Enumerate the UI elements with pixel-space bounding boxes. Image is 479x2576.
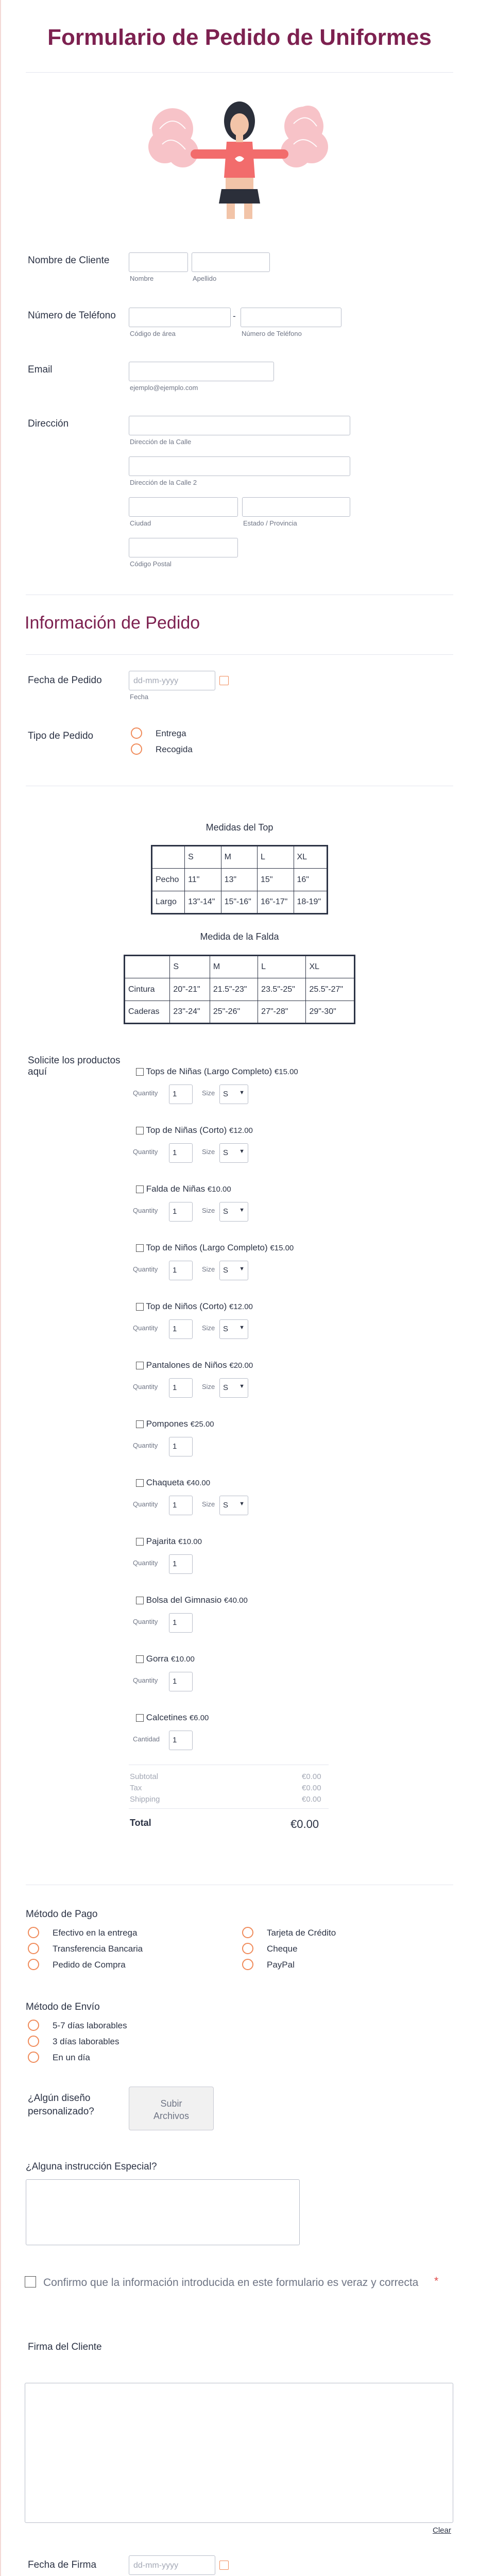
table-cell: 16" (294, 869, 328, 891)
product-item (136, 1595, 248, 1605)
product-item (136, 1301, 253, 1312)
table-cell: Caderas (125, 1001, 170, 1024)
shipping-label: Shipping (130, 1795, 160, 1804)
radio-cash[interactable] (28, 1927, 39, 1938)
quantity-label: Quantity (133, 1148, 158, 1156)
phone-number-sublabel: Número de Teléfono (242, 330, 302, 337)
total-label: Total (130, 1818, 151, 1828)
required-asterisk: * (434, 2275, 439, 2287)
table-cell (125, 956, 170, 978)
top-size-table (151, 845, 328, 914)
order-date-sublabel: Fecha (130, 693, 149, 701)
divider (26, 72, 453, 73)
size-label: Size (202, 1324, 215, 1332)
radio-recogida[interactable] (131, 743, 142, 755)
email-label: Email (28, 364, 53, 375)
product-name: Top de Niñas (Corto) (146, 1125, 227, 1135)
option-5-7-days: 5-7 días laborables (53, 2021, 127, 2030)
table-cell: XL (306, 956, 355, 978)
product-checkbox[interactable] (136, 1655, 144, 1663)
radio-one-day[interactable] (28, 2052, 39, 2063)
product-checkbox[interactable] (136, 1479, 144, 1487)
option-one-day: En un día (53, 2053, 90, 2062)
radio-paypal[interactable] (242, 1959, 253, 1970)
product-item (136, 1713, 209, 1723)
product-checkbox[interactable] (136, 1068, 144, 1076)
table-cell: 23"-24" (170, 1001, 210, 1024)
quantity-input[interactable]: 1 (169, 1554, 193, 1574)
email-input[interactable] (129, 362, 274, 381)
client-name-label: Nombre de Cliente (28, 255, 110, 266)
size-select[interactable] (219, 1319, 248, 1339)
product-checkbox[interactable] (136, 1244, 144, 1252)
street2-sublabel: Dirección de la Calle 2 (130, 479, 197, 486)
quantity-input[interactable]: 1 (169, 1319, 193, 1339)
chevron-down-icon: ▼ (239, 1207, 245, 1213)
size-select[interactable] (219, 1084, 248, 1104)
product-item (136, 1654, 195, 1664)
size-value: S (223, 1501, 229, 1510)
table-cell: 13" (221, 869, 257, 891)
table-cell: 23.5"-25" (258, 978, 306, 1001)
divider (26, 654, 453, 655)
size-label: Size (202, 1148, 215, 1156)
table-cell: 25.5"-27" (306, 978, 355, 1001)
instructions-textarea[interactable] (26, 2179, 300, 2245)
size-select[interactable] (219, 1378, 248, 1398)
product-checkbox[interactable] (136, 1597, 144, 1604)
table-cell: Cintura (125, 978, 170, 1001)
shipping-method-label: Método de Envío (26, 2002, 100, 2012)
zip-sublabel: Código Postal (130, 560, 172, 568)
quantity-label: Quantity (133, 1265, 158, 1273)
last-name-input[interactable] (192, 252, 270, 272)
option-cash: Efectivo en la entrega (53, 1928, 138, 1938)
area-code-input[interactable] (129, 308, 231, 327)
first-name-input[interactable] (129, 252, 188, 272)
table-cell: 20"-21" (170, 978, 210, 1001)
table-cell: L (258, 956, 306, 978)
product-name: Tops de Niñas (Largo Completo) (146, 1066, 272, 1076)
chevron-down-icon: ▼ (239, 1266, 245, 1272)
size-select[interactable] (219, 1496, 248, 1515)
state-input[interactable] (242, 497, 350, 517)
product-name: Pajarita (146, 1536, 176, 1546)
product-price: €10.00 (178, 1537, 202, 1546)
product-checkbox[interactable] (136, 1538, 144, 1546)
tax-value: €0.00 (302, 1784, 321, 1792)
radio-transfer[interactable] (28, 1943, 39, 1954)
calendar-icon[interactable] (219, 2561, 229, 2570)
table-cell: 29"-30" (306, 1001, 355, 1024)
table-cell: 18-19" (294, 891, 328, 914)
radio-purchase-order[interactable] (28, 1959, 39, 1970)
quantity-label: Quantity (133, 1324, 158, 1332)
quantity-input[interactable]: 1 (169, 1437, 193, 1456)
product-checkbox[interactable] (136, 1362, 144, 1369)
table-cell: L (258, 846, 294, 869)
product-price: €12.00 (229, 1302, 253, 1311)
size-label: Size (202, 1207, 215, 1214)
quantity-label: Quantity (133, 1500, 158, 1508)
chevron-down-icon: ▼ (239, 1501, 245, 1507)
table-cell: Largo (152, 891, 185, 914)
confirm-text: Confirmo que la información introducida en este formulario es veraz y correcta (43, 2277, 419, 2289)
product-name: Top de Niños (Largo Completo) (146, 1243, 268, 1252)
table-cell (152, 846, 185, 869)
product-price: €15.00 (270, 1244, 294, 1252)
option-cheque: Cheque (267, 1944, 298, 1954)
size-select[interactable] (219, 1143, 248, 1163)
product-checkbox[interactable] (136, 1714, 144, 1722)
size-label: Size (202, 1383, 215, 1391)
table-cell: 15" (258, 869, 294, 891)
size-select[interactable] (219, 1202, 248, 1222)
cheerleader-illustration (144, 93, 335, 222)
table-cell: XL (294, 846, 328, 869)
product-checkbox[interactable] (136, 1185, 144, 1193)
city-sublabel: Ciudad (130, 519, 151, 527)
option-recogida: Recogida (156, 744, 193, 754)
confirm-checkbox[interactable] (25, 2276, 36, 2287)
option-entrega: Entrega (156, 728, 186, 738)
quantity-label: Quantity (133, 1442, 158, 1449)
skirt-size-table (124, 955, 355, 1024)
phone-dash: - (233, 311, 236, 321)
table-cell: M (210, 956, 258, 978)
size-value: S (223, 1207, 229, 1216)
product-checkbox[interactable] (136, 1420, 144, 1428)
table-cell: S (170, 956, 210, 978)
product-price: €40.00 (186, 1479, 211, 1487)
subtotal-value: €0.00 (302, 1772, 321, 1781)
quantity-label: Quantity (133, 1618, 158, 1625)
size-value: S (223, 1266, 229, 1275)
address-label: Dirección (28, 418, 69, 429)
option-transfer: Transferencia Bancaria (53, 1944, 143, 1954)
product-price: €15.00 (274, 1067, 298, 1076)
radio-cheque[interactable] (242, 1943, 253, 1954)
shipping-value: €0.00 (302, 1795, 321, 1804)
email-sublabel: ejemplo@ejemplo.com (130, 384, 198, 392)
summary-divider (129, 1808, 329, 1809)
quantity-input[interactable]: 1 (169, 1672, 193, 1691)
sign-date-input[interactable]: dd-mm-yyyy (129, 2555, 215, 2575)
chevron-down-icon: ▼ (239, 1383, 245, 1389)
radio-credit-card[interactable] (242, 1927, 253, 1938)
option-3-days: 3 días laborables (53, 2037, 119, 2046)
product-name: Bolsa del Gimnasio (146, 1595, 222, 1605)
clear-signature-link[interactable]: Clear (433, 2526, 451, 2535)
radio-5-7-days[interactable] (28, 2020, 39, 2031)
chevron-down-icon: ▼ (239, 1090, 245, 1096)
phone-label: Número de Teléfono (28, 310, 116, 321)
table-cell: 15"-16" (221, 891, 257, 914)
size-value: S (223, 1325, 229, 1333)
product-item (136, 1360, 253, 1370)
upload-files-button[interactable]: Subir Archivos (129, 2087, 214, 2130)
street2-input[interactable] (129, 456, 350, 476)
product-item (136, 1184, 231, 1194)
product-name: Pompones (146, 1419, 189, 1429)
product-name: Calcetines (146, 1713, 187, 1722)
quantity-input[interactable]: 1 (169, 1143, 193, 1163)
products-label: Solicite los productos aquí (28, 1055, 121, 1077)
size-label: Size (202, 1265, 215, 1273)
product-price: €20.00 (229, 1361, 253, 1370)
street-input[interactable] (129, 416, 350, 435)
subtotal-label: Subtotal (130, 1772, 159, 1781)
zip-input[interactable] (129, 538, 238, 557)
table-cell: M (221, 846, 257, 869)
chevron-down-icon: ▼ (239, 1148, 245, 1155)
size-value: S (223, 1148, 229, 1157)
product-price: €10.00 (207, 1185, 231, 1194)
skirt-table-caption: Medida de la Falda (200, 931, 279, 942)
top-table-caption: Medidas del Top (206, 822, 273, 833)
product-item (136, 1478, 210, 1488)
calendar-icon[interactable] (219, 676, 229, 685)
size-label: Size (202, 1500, 215, 1508)
size-value: S (223, 1090, 229, 1098)
signature-label: Firma del Cliente (28, 2342, 102, 2352)
option-purchase-order: Pedido de Compra (53, 1960, 126, 1970)
instructions-label: ¿Alguna instrucción Especial? (26, 2161, 157, 2172)
tax-label: Tax (130, 1784, 142, 1792)
quantity-label: Quantity (133, 1383, 158, 1391)
table-cell: 16"-17" (258, 891, 294, 914)
city-input[interactable] (129, 497, 238, 517)
product-checkbox[interactable] (136, 1303, 144, 1311)
table-cell: 13"-14" (185, 891, 221, 914)
size-value: S (223, 1383, 229, 1392)
quantity-label: Quantity (133, 1559, 158, 1567)
signature-pad[interactable] (25, 2383, 453, 2523)
size-select[interactable] (219, 1261, 248, 1280)
quantity-label: Cantidad (133, 1735, 160, 1743)
design-label: ¿Algún diseño personalizado? (28, 2093, 94, 2117)
total-value: €0.00 (290, 1818, 319, 1831)
sign-date-label: Fecha de Firma (28, 2560, 97, 2570)
product-name: Top de Niños (Corto) (146, 1301, 227, 1311)
quantity-label: Quantity (133, 1676, 158, 1684)
form-title: Formulario de Pedido de Uniformes (47, 25, 432, 50)
quantity-input[interactable]: 1 (169, 1202, 193, 1222)
product-name: Falda de Niñas (146, 1184, 206, 1194)
table-cell: 27"-28" (258, 1001, 306, 1024)
quantity-input[interactable]: 1 (169, 1496, 193, 1515)
first-name-sublabel: Nombre (130, 275, 154, 282)
product-price: €25.00 (190, 1420, 214, 1429)
order-type-label: Tipo de Pedido (28, 731, 94, 741)
product-price: €40.00 (224, 1596, 248, 1605)
quantity-input[interactable]: 1 (169, 1084, 193, 1104)
size-label: Size (202, 1089, 215, 1097)
product-item (136, 1243, 294, 1253)
table-cell: 25"-26" (210, 1001, 258, 1024)
product-name: Chaqueta (146, 1478, 184, 1487)
option-paypal: PayPal (267, 1960, 295, 1970)
radio-entrega[interactable] (131, 727, 142, 739)
table-cell: 11" (185, 869, 221, 891)
table-cell: 21.5"-23" (210, 978, 258, 1001)
area-code-sublabel: Código de área (130, 330, 176, 337)
product-item (136, 1125, 253, 1136)
quantity-input[interactable]: 1 (169, 1378, 193, 1398)
quantity-input[interactable]: 1 (169, 1261, 193, 1280)
quantity-input[interactable]: 1 (169, 1731, 193, 1750)
phone-number-input[interactable] (241, 308, 341, 327)
product-checkbox[interactable] (136, 1127, 144, 1134)
order-date-label: Fecha de Pedido (28, 675, 102, 686)
product-price: €10.00 (170, 1655, 195, 1664)
order-date-input[interactable]: dd-mm-yyyy (129, 671, 215, 690)
quantity-input[interactable]: 1 (169, 1613, 193, 1633)
product-item (136, 1536, 202, 1547)
radio-3-days[interactable] (28, 2036, 39, 2047)
state-sublabel: Estado / Provincia (243, 519, 297, 527)
product-price: €12.00 (229, 1126, 253, 1135)
last-name-sublabel: Apellido (193, 275, 217, 282)
quantity-label: Quantity (133, 1207, 158, 1214)
table-cell: Pecho (152, 869, 185, 891)
option-credit-card: Tarjeta de Crédito (267, 1928, 336, 1938)
product-price: €6.00 (189, 1714, 209, 1722)
product-name: Gorra (146, 1654, 169, 1664)
table-cell: S (185, 846, 221, 869)
product-item (136, 1066, 298, 1077)
product-name: Pantalones de Niños (146, 1360, 227, 1370)
product-item (136, 1419, 214, 1429)
order-section-title: Información de Pedido (25, 613, 200, 633)
quantity-label: Quantity (133, 1089, 158, 1097)
chevron-down-icon: ▼ (239, 1325, 245, 1331)
street-sublabel: Dirección de la Calle (130, 438, 192, 446)
payment-label: Método de Pago (26, 1909, 98, 1920)
